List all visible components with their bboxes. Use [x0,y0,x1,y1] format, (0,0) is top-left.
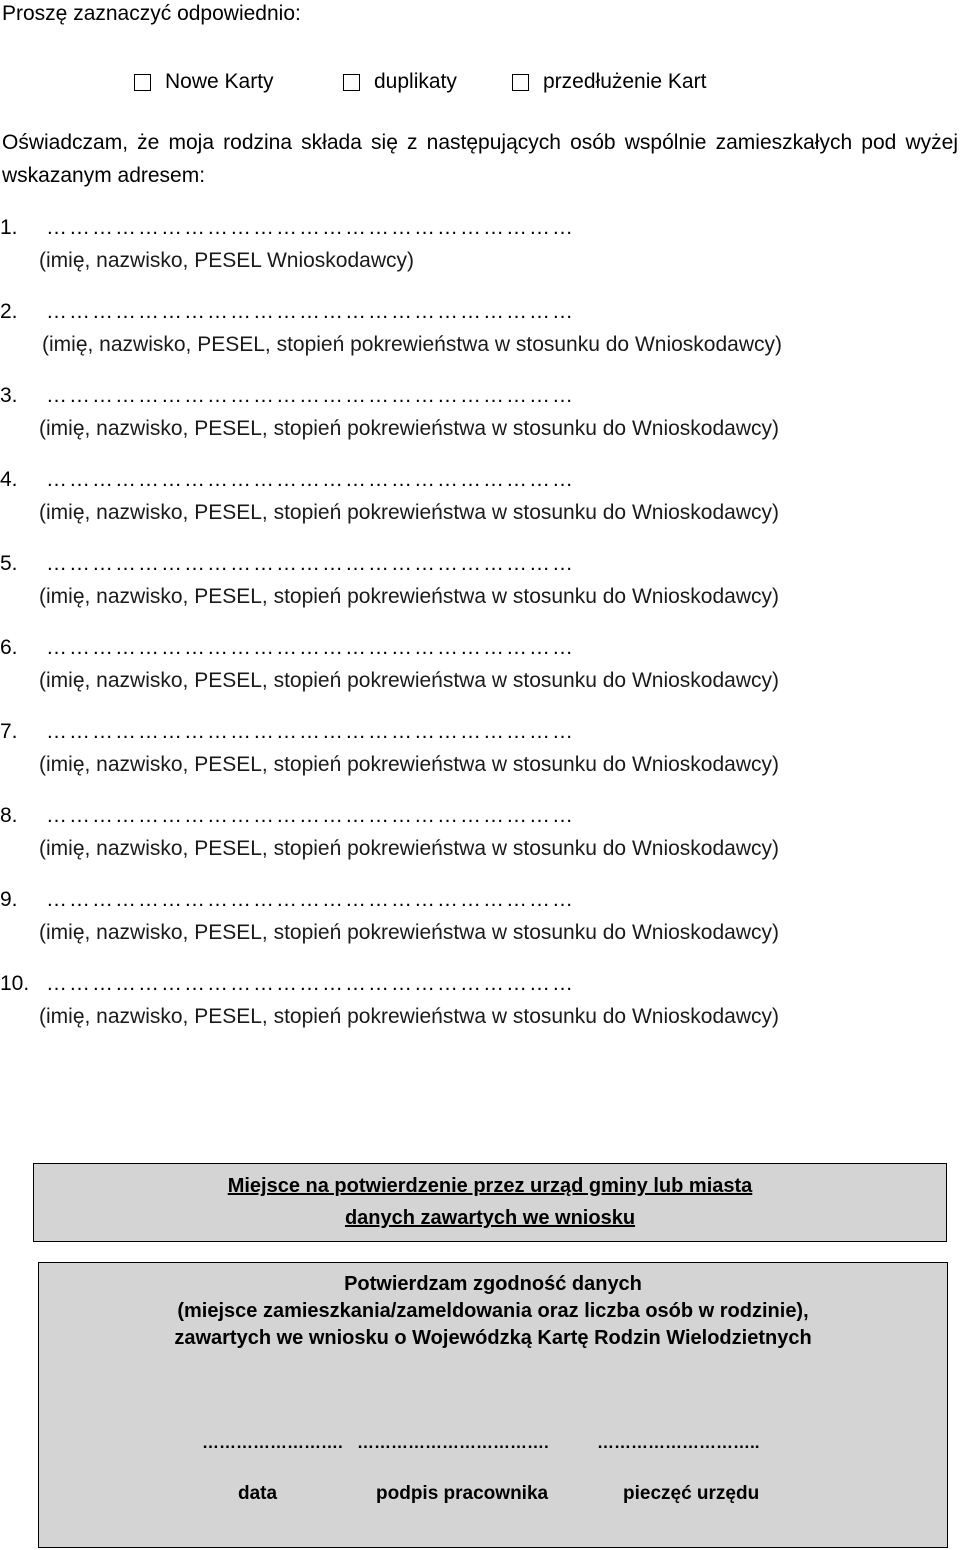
entry-caption: (imię, nazwisko, PESEL, stopień pokrewieństwa w stosunku do Wnioskodawcy) [39,417,779,440]
entry-number: 6. [0,636,18,659]
office-confirmation-header-box [33,1163,947,1242]
entry-caption: (imię, nazwisko, PESEL, stopień pokrewieństwa w stosunku do Wnioskodawcy) [39,669,779,692]
entry-number: 7. [0,720,18,743]
option-label: duplikaty [374,70,457,93]
confirmation-heading [39,1271,947,1352]
entry-number: 3. [0,384,18,407]
entry-caption: (imię, nazwisko, PESEL, stopień pokrewieństwa w stosunku do Wnioskodawcy) [39,753,779,776]
checkbox-new-cards[interactable] [134,74,151,91]
office-stamp-label: pieczęć urzędu [623,1483,760,1504]
instruction-text: Proszę zaznaczyć odpowiednio: [2,2,301,25]
entry-caption: (imię, nazwisko, PESEL, stopień pokrewieństwa w stosunku do Wnioskodawcy) [39,921,779,944]
option-label: Nowe Karty [165,70,274,93]
confirmation-line-1: Potwierdzam zgodność danych [344,1273,642,1295]
entry-fill-line[interactable]: …………………………………………………………… [46,636,575,659]
family-entry-2[interactable] [0,300,960,374]
entry-fill-line[interactable]: …………………………………………………………… [46,468,575,491]
family-entry-6[interactable] [0,636,960,710]
entry-caption: (imię, nazwisko, PESEL, stopień pokrewieństwa w stosunku do Wnioskodawcy) [39,837,779,860]
entry-fill-line[interactable]: …………………………………………………………… [46,216,575,239]
family-entry-10[interactable] [0,972,960,1046]
option-new-cards[interactable] [134,70,274,94]
option-duplicates[interactable] [343,70,457,94]
option-label: przedłużenie Kart [543,70,707,93]
entry-caption: (imię, nazwisko, PESEL, stopień pokrewieństwa w stosunku do Wnioskodawcy) [39,1005,779,1028]
entry-number: 9. [0,888,18,911]
entry-fill-line[interactable]: …………………………………………………………… [46,384,575,407]
office-box-line-2: danych zawartych we wniosku [344,1207,636,1229]
checkbox-extension[interactable] [512,74,529,91]
confirmation-line-2: (miejsce zamieszkania/zameldowania oraz liczba osób w rodzinie), [177,1300,809,1322]
family-entry-8[interactable] [0,804,960,878]
entry-caption: (imię, nazwisko, PESEL, stopień pokrewieństwa w stosunku do Wnioskodawcy) [39,585,779,608]
confirmation-line-3: zawartych we wniosku o Wojewódzką Kartę Rodzin Wielodzietnych [174,1327,812,1349]
confirmation-box [38,1262,948,1548]
entry-number: 10. [0,972,30,995]
date-signature-line[interactable]: ……………………. [202,1433,343,1452]
entry-number: 2. [0,300,18,323]
office-box-line-1: Miejsce na potwierdzenie przez urząd gminy lub miasta [227,1175,753,1197]
date-label: data [238,1483,278,1504]
entry-number: 4. [0,468,18,491]
family-entry-7[interactable] [0,720,960,794]
family-entry-5[interactable] [0,552,960,626]
entry-number: 8. [0,804,18,827]
employee-signature-label: podpis pracownika [376,1483,549,1504]
card-type-options [0,70,960,100]
family-entry-3[interactable] [0,384,960,458]
entry-number: 5. [0,552,18,575]
entry-fill-line[interactable]: …………………………………………………………… [46,888,575,911]
entry-fill-line[interactable]: …………………………………………………………… [46,804,575,827]
family-entry-4[interactable] [0,468,960,542]
entry-number: 1. [0,216,18,239]
family-entry-1[interactable] [0,216,960,290]
entry-caption: (imię, nazwisko, PESEL, stopień pokrewieństwa w stosunku do Wnioskodawcy) [39,501,779,524]
declaration-text: Oświadczam, że moja rodzina składa się z następujących osób wspólnie zamieszkałych pod wyżej wskazanym adresem: [2,131,958,187]
entry-caption: (imię, nazwisko, PESEL Wnioskodawcy) [39,249,415,272]
entry-caption: (imię, nazwisko, PESEL, stopień pokrewieństwa w stosunku do Wnioskodawcy) [42,333,782,356]
family-entry-9[interactable] [0,888,960,962]
employee-signature-line[interactable]: ……………………………. [357,1433,549,1452]
entry-fill-line[interactable]: …………………………………………………………… [46,720,575,743]
checkbox-duplicates[interactable] [343,74,360,91]
option-extension[interactable] [512,70,706,94]
entry-fill-line[interactable]: …………………………………………………………… [46,300,575,323]
entry-fill-line[interactable]: …………………………………………………………… [46,552,575,575]
office-stamp-line[interactable]: ……………………….. [597,1433,760,1452]
entry-fill-line[interactable]: …………………………………………………………… [46,972,575,995]
